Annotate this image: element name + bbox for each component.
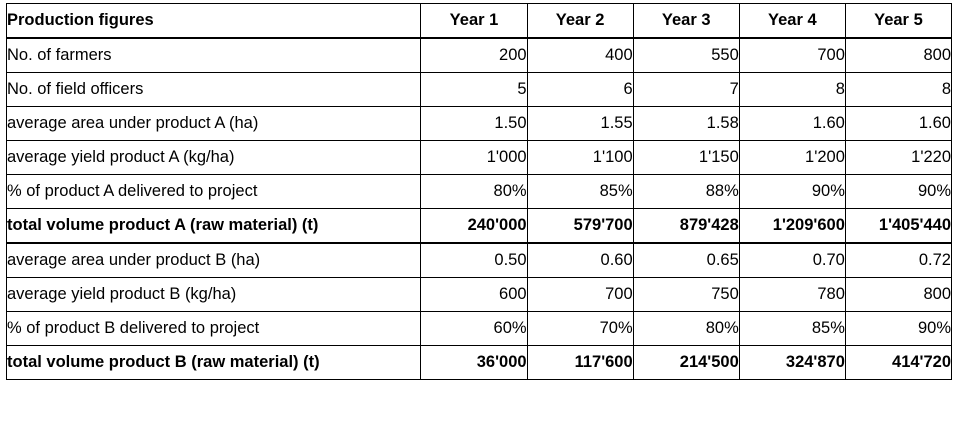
row-value-year-5: 800 <box>845 38 951 73</box>
row-value-year-2: 579'700 <box>527 209 633 244</box>
row-value-year-3: 879'428 <box>633 209 739 244</box>
row-value-year-5: 414'720 <box>845 346 951 380</box>
row-value-year-5: 8 <box>845 73 951 107</box>
row-value-year-2: 700 <box>527 278 633 312</box>
row-label: No. of farmers <box>7 38 421 73</box>
row-value-year-1: 60% <box>421 312 527 346</box>
row-value-year-4: 8 <box>739 73 845 107</box>
table-header-row <box>7 4 952 39</box>
row-label: total volume product A (raw material) (t) <box>7 209 421 244</box>
row-value-year-4: 0.70 <box>739 243 845 278</box>
row-value-year-1: 0.50 <box>421 243 527 278</box>
row-value-year-2: 1'100 <box>527 141 633 175</box>
row-value-year-5: 90% <box>845 312 951 346</box>
row-value-year-2: 70% <box>527 312 633 346</box>
row-value-year-5: 1'405'440 <box>845 209 951 244</box>
row-value-year-1: 5 <box>421 73 527 107</box>
row-label: average area under product A (ha) <box>7 107 421 141</box>
row-value-year-5: 1'220 <box>845 141 951 175</box>
row-label: average area under product B (ha) <box>7 243 421 278</box>
row-label: average yield product B (kg/ha) <box>7 278 421 312</box>
row-value-year-3: 88% <box>633 175 739 209</box>
table-row <box>7 312 952 346</box>
row-value-year-2: 117'600 <box>527 346 633 380</box>
table-row <box>7 243 952 278</box>
row-value-year-4: 1.60 <box>739 107 845 141</box>
row-value-year-2: 6 <box>527 73 633 107</box>
row-value-year-3: 1'150 <box>633 141 739 175</box>
table-row <box>7 278 952 312</box>
row-value-year-1: 200 <box>421 38 527 73</box>
table-header <box>7 4 952 39</box>
row-value-year-1: 1.50 <box>421 107 527 141</box>
row-value-year-1: 240'000 <box>421 209 527 244</box>
row-value-year-3: 0.65 <box>633 243 739 278</box>
row-value-year-4: 85% <box>739 312 845 346</box>
row-value-year-4: 1'200 <box>739 141 845 175</box>
row-value-year-1: 80% <box>421 175 527 209</box>
row-value-year-2: 1.55 <box>527 107 633 141</box>
row-value-year-4: 324'870 <box>739 346 845 380</box>
column-header-label: Production figures <box>7 4 421 39</box>
row-label: % of product B delivered to project <box>7 312 421 346</box>
row-value-year-5: 800 <box>845 278 951 312</box>
row-label: total volume product B (raw material) (t) <box>7 346 421 380</box>
table-row <box>7 38 952 73</box>
column-header-year-4: Year 4 <box>739 4 845 39</box>
table-row <box>7 107 952 141</box>
row-value-year-5: 90% <box>845 175 951 209</box>
column-header-year-2: Year 2 <box>527 4 633 39</box>
table-body <box>7 38 952 380</box>
row-value-year-4: 90% <box>739 175 845 209</box>
row-value-year-2: 400 <box>527 38 633 73</box>
row-value-year-3: 80% <box>633 312 739 346</box>
row-value-year-3: 1.58 <box>633 107 739 141</box>
production-figures-sheet <box>0 3 960 422</box>
table-row <box>7 346 952 380</box>
row-value-year-5: 0.72 <box>845 243 951 278</box>
row-value-year-5: 1.60 <box>845 107 951 141</box>
table-row <box>7 209 952 244</box>
row-value-year-1: 1'000 <box>421 141 527 175</box>
table-row <box>7 73 952 107</box>
table-row <box>7 141 952 175</box>
column-header-year-1: Year 1 <box>421 4 527 39</box>
production-figures-table <box>6 3 952 380</box>
row-label: % of product A delivered to project <box>7 175 421 209</box>
column-header-year-5: Year 5 <box>845 4 951 39</box>
row-value-year-3: 750 <box>633 278 739 312</box>
row-value-year-4: 780 <box>739 278 845 312</box>
row-value-year-2: 85% <box>527 175 633 209</box>
row-value-year-3: 214'500 <box>633 346 739 380</box>
table-row <box>7 175 952 209</box>
row-value-year-1: 36'000 <box>421 346 527 380</box>
row-label: No. of field officers <box>7 73 421 107</box>
row-value-year-3: 550 <box>633 38 739 73</box>
column-header-year-3: Year 3 <box>633 4 739 39</box>
row-label: average yield product A (kg/ha) <box>7 141 421 175</box>
row-value-year-3: 7 <box>633 73 739 107</box>
row-value-year-4: 1'209'600 <box>739 209 845 244</box>
row-value-year-2: 0.60 <box>527 243 633 278</box>
row-value-year-4: 700 <box>739 38 845 73</box>
row-value-year-1: 600 <box>421 278 527 312</box>
